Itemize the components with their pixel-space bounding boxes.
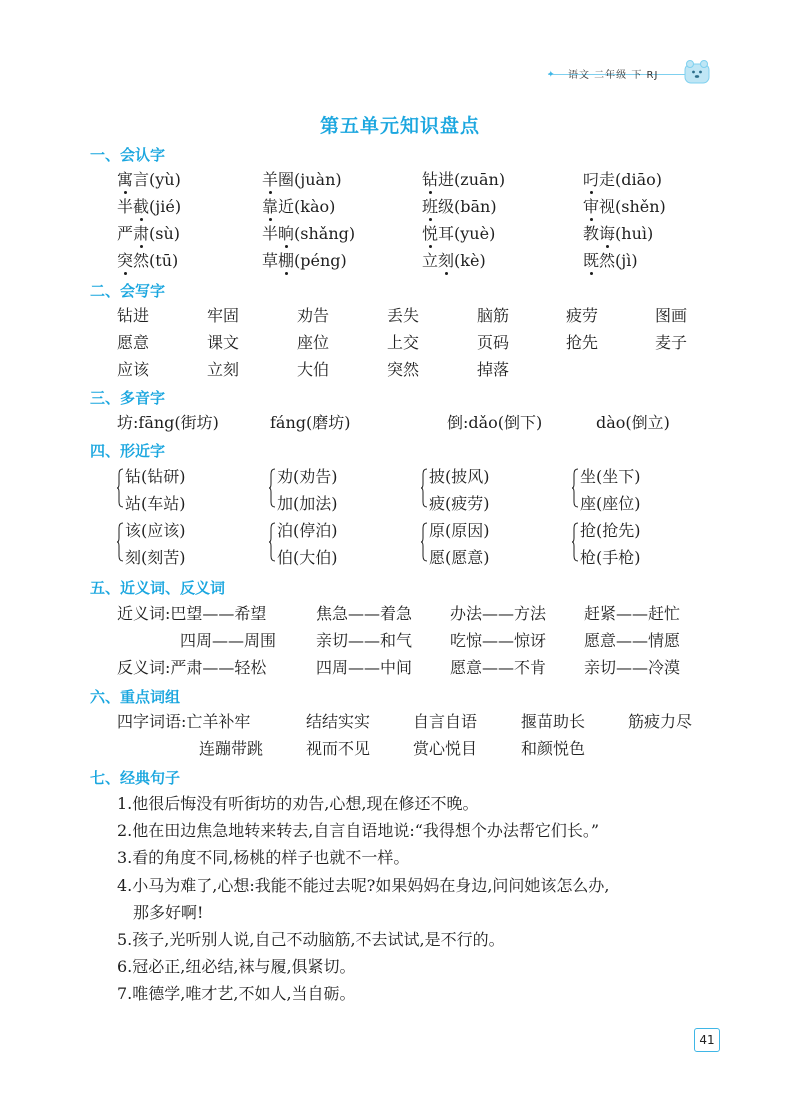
word-item: 麦子 xyxy=(655,333,688,352)
star-icon: ✦ xyxy=(547,70,555,80)
word-item: 班级(bān) xyxy=(422,197,497,216)
word-item: 页码 xyxy=(477,333,510,352)
sentence-line: 6.冠必正,纽必结,袜与履,俱紧切。 xyxy=(117,957,356,976)
synonym-pair: 吃惊——惊讶 xyxy=(450,631,547,650)
phrase-item: 和颜悦色 xyxy=(521,739,586,758)
synonym-pair: 赶紧——赶忙 xyxy=(584,604,681,623)
synonym-pair: 愿意——情愿 xyxy=(584,631,681,650)
word-item: 草棚(péng) xyxy=(262,251,347,270)
similar-word: 钻(钻研) xyxy=(125,467,186,486)
similar-word: 坐(坐下) xyxy=(580,467,641,486)
word-item: 钻进(zuān) xyxy=(422,170,506,189)
phrase-item: 筋疲力尽 xyxy=(628,712,693,731)
similar-word: 加(加法) xyxy=(277,494,338,513)
section-heading-similar: 四、形近字 xyxy=(90,442,166,460)
word-item: 应该 xyxy=(117,360,150,379)
phrase-item: 连蹦带跳 xyxy=(199,739,264,758)
polyphone-dao-1: 倒:dǎo(倒下) xyxy=(447,413,543,432)
word-item: 图画 xyxy=(655,306,688,325)
synonym-pair: 办法——方法 xyxy=(450,604,547,623)
bear-mascot-icon xyxy=(684,58,710,84)
similar-word: 抢(抢先) xyxy=(580,521,641,540)
brace-icon xyxy=(421,468,428,508)
brace-icon xyxy=(117,468,124,508)
sentence-line: 5.孩子,光听别人说,自己不动脑筋,不去试试,是不行的。 xyxy=(117,930,505,949)
similar-word: 泊(停泊) xyxy=(277,521,338,540)
section-heading-sentences: 七、经典句子 xyxy=(90,769,181,787)
antonym-pair: 四周——中间 xyxy=(316,658,413,677)
word-item: 愿意 xyxy=(117,333,150,352)
word-item: 突然(tū) xyxy=(117,251,179,270)
brace-icon xyxy=(117,522,124,562)
word-item: 牢固 xyxy=(207,306,240,325)
synonym-label: 近义词:巴望——希望 xyxy=(117,604,267,623)
word-item: 教诲(huì) xyxy=(583,224,654,243)
word-item: 课文 xyxy=(207,333,240,352)
phrase-label: 四字词语:亡羊补牢 xyxy=(117,712,251,731)
brace-icon xyxy=(572,468,579,508)
header-text: 语文 二年级 下 RJ xyxy=(568,70,659,81)
sentence-line: 1.他很后悔没有听街坊的劝告,心想,现在修还不晚。 xyxy=(117,794,479,813)
word-item: 掉落 xyxy=(477,360,510,379)
phrase-item: 结结实实 xyxy=(306,712,371,731)
word-item: 既然(jì) xyxy=(583,251,638,270)
synonym-pair: 四周——周围 xyxy=(180,631,277,650)
sentence-line: 3.看的角度不同,杨桃的样子也就不一样。 xyxy=(117,848,410,867)
phrase-item: 视而不见 xyxy=(306,739,371,758)
synonym-pair: 亲切——和气 xyxy=(316,631,413,650)
similar-word: 伯(大伯) xyxy=(277,548,338,567)
sentence-line: 7.唯德学,唯才艺,不如人,当自砺。 xyxy=(117,984,356,1003)
word-item: 劝告 xyxy=(297,306,330,325)
word-item: 钻进 xyxy=(117,306,150,325)
sentence-line: 4.小马为难了,心想:我能不能过去呢?如果妈妈在身边,问问她该怎么办, xyxy=(117,876,610,895)
phrase-item: 揠苗助长 xyxy=(521,712,586,731)
word-item: 座位 xyxy=(297,333,330,352)
similar-word: 站(车站) xyxy=(125,494,186,513)
phrase-item: 赏心悦目 xyxy=(413,739,478,758)
word-item: 立刻 xyxy=(207,360,240,379)
word-item: 丢失 xyxy=(387,306,420,325)
word-item: 抢先 xyxy=(566,333,599,352)
similar-word: 座(座位) xyxy=(580,494,641,513)
word-item: 悦耳(yuè) xyxy=(422,224,496,243)
section-heading-polyphone: 三、多音字 xyxy=(90,389,166,407)
similar-word: 披(披风) xyxy=(429,467,490,486)
similar-word: 刻(刻苦) xyxy=(125,548,186,567)
word-item: 寓言(yù) xyxy=(117,170,181,189)
phrase-item: 自言自语 xyxy=(413,712,478,731)
polyphone-fang-1: 坊:fāng(街坊) xyxy=(117,413,219,432)
word-item: 突然 xyxy=(387,360,420,379)
brace-icon xyxy=(572,522,579,562)
section-heading-phrases: 六、重点词组 xyxy=(90,688,181,706)
word-item: 脑筋 xyxy=(477,306,510,325)
antonym-label: 反义词:严肃——轻松 xyxy=(117,658,267,677)
similar-word: 枪(手枪) xyxy=(580,548,641,567)
similar-word: 劝(劝告) xyxy=(277,467,338,486)
brace-icon xyxy=(421,522,428,562)
antonym-pair: 亲切——冷漠 xyxy=(584,658,681,677)
word-item: 严肃(sù) xyxy=(117,224,181,243)
brace-icon xyxy=(269,468,276,508)
sentence-line: 那多好啊! xyxy=(133,903,204,922)
word-item: 半晌(shǎng) xyxy=(262,224,356,243)
section-heading-synonyms: 五、近义词、反义词 xyxy=(90,579,226,597)
word-item: 大伯 xyxy=(297,360,330,379)
word-item: 立刻(kè) xyxy=(422,251,486,270)
word-item: 叼走(diāo) xyxy=(583,170,663,189)
word-item: 靠近(kào) xyxy=(262,197,336,216)
similar-word: 原(原因) xyxy=(429,521,490,540)
page-number: 41 xyxy=(694,1028,720,1052)
similar-word: 疲(疲劳) xyxy=(429,494,490,513)
antonym-pair: 愿意——不肯 xyxy=(450,658,547,677)
section-heading-recognize: 一、会认字 xyxy=(90,146,166,164)
similar-word: 愿(愿意) xyxy=(429,548,490,567)
polyphone-dao-2: dào(倒立) xyxy=(596,413,670,432)
brace-icon xyxy=(269,522,276,562)
similar-word: 该(应该) xyxy=(125,521,186,540)
section-heading-write: 二、会写字 xyxy=(90,282,166,300)
word-item: 羊圈(juàn) xyxy=(262,170,342,189)
word-item: 审视(shěn) xyxy=(583,197,666,216)
word-item: 半截(jié) xyxy=(117,197,182,216)
page-title: 第五单元知识盘点 xyxy=(319,115,480,137)
polyphone-fang-2: fáng(磨坊) xyxy=(270,413,351,432)
word-item: 疲劳 xyxy=(566,306,599,325)
synonym-pair: 焦急——着急 xyxy=(316,604,413,623)
sentence-line: 2.他在田边焦急地转来转去,自言自语地说:“我得想个办法帮它们长。” xyxy=(117,821,600,840)
word-item: 上交 xyxy=(387,333,420,352)
